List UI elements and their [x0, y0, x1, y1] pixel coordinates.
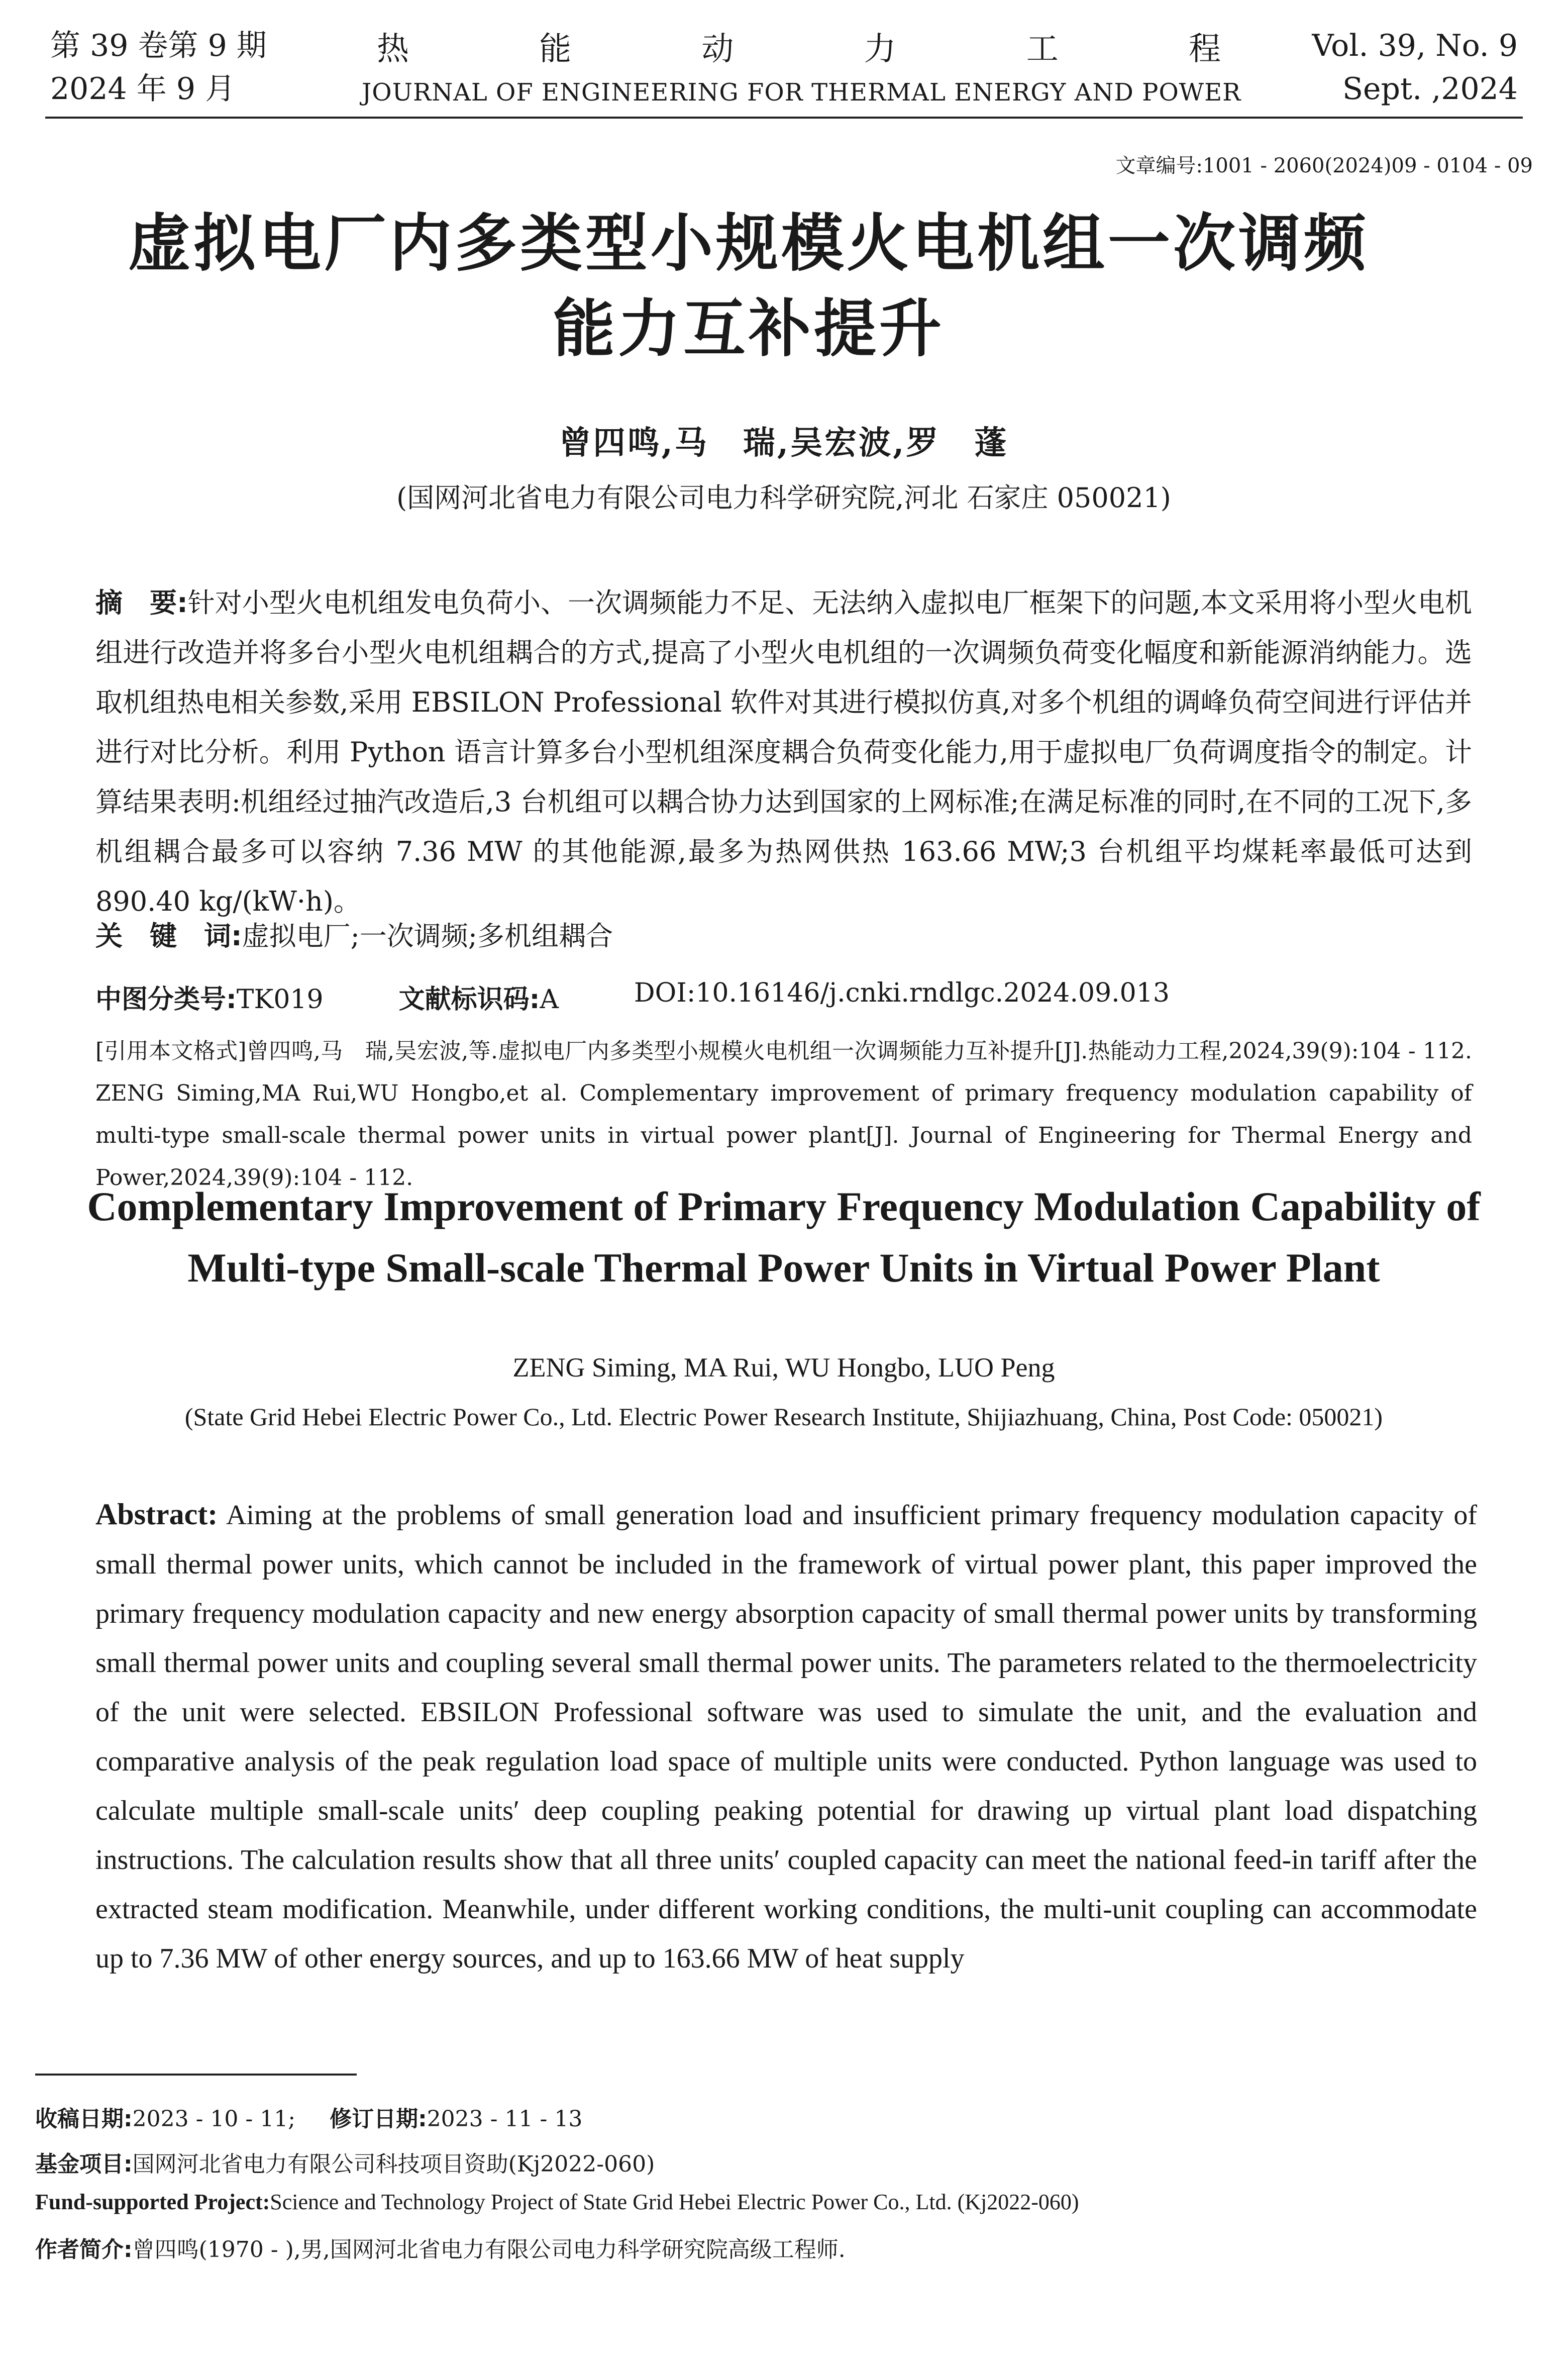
- article-number: 文章编号:1001 - 2060(2024)09 - 0104 - 09: [1115, 154, 1533, 177]
- journal-char: 工: [1026, 31, 1059, 68]
- header-divider: [45, 117, 1523, 119]
- title-en-line2: Multi-type Small-scale Thermal Power Units in Virtual Power Plant: [187, 1245, 1380, 1291]
- journal-name-en: JOURNAL OF ENGINEERING FOR THERMAL ENERGY AND POWER: [362, 78, 1241, 107]
- document-code: [399, 978, 559, 1016]
- title-en: [30, 1176, 1537, 1299]
- citation-text: 曾四鸣,马 瑞,吴宏波,等.虚拟电厂内多类型小规模火电机组一次调频能力互补提升[J].热能动力工程,2024,39(9):104 - 112. ZENG Siming,MA Rui,WU Hongbo,et al. Complementary improvement of primary frequency modulation capability of multi-type small-scale thermal power units in virtual power plant[J]. Journal of Engineering for Thermal Energy and Power,2024,39(9):104 - 112.: [95, 1038, 1472, 1191]
- doc-label: 文献标识码:: [398, 985, 540, 1015]
- journal-issue-cn: [50, 24, 311, 111]
- author-bio-value: 曾四鸣(1970 - ),男,国网河北省电力有限公司电力科学研究院高级工程师.: [132, 2237, 846, 2262]
- date-cn: 2024 年 9 月: [50, 71, 236, 107]
- abstract-en-text: Aiming at the problems of small generation load and insufficient primary frequency modulation capacity of small thermal power units, which cannot be included in the framework of virtual power plant, this paper improved the primary frequency modulation capacity and new energy absorption capacity of small thermal power units by transforming small thermal power units and coupling several small thermal power units. The parameters related to the thermoelectricity of the unit were selected. EBSILON Professional software was used to simulate the unit, and the evaluation and comparative analysis of the peak regulation load space of multiple units were conducted. Python language was used to calculate multiple small-scale units′ deep coupling peaking potential for drawing up virtual plant load dispatching instructions. The calculation results show that all three units′ coupled capacity can meet the national feed-in tariff after the extracted steam modification. Meanwhile, under different working conditions, the multi-unit coupling can accommodate up to 7.36 MW of other energy sources, and up to 163.66 MW of heat supply: [95, 1500, 1477, 1974]
- journal-issue-en: [1257, 24, 1518, 111]
- footnote-fund-cn: [35, 2146, 1542, 2178]
- clc-code: [95, 978, 324, 1016]
- abstract-cn-text: 针对小型火电机组发电负荷小、一次调频能力不足、无法纳入虚拟电厂框架下的问题,本文采用将小型火电机组进行改造并将多台小型火电机组耦合的方式,提高了小型火电机组的一次调频负荷变化幅度和新能源消纳能力。选取机组热电相关参数,采用 EBSILON Professional 软件对其进行模拟仿真,对多个机组的调峰负荷空间进行评估并进行对比分析。利用 Python 语言计算多台小型机组深度耦合负荷变化能力,用于虚拟电厂负荷调度指令的制定。计算结果表明:机组经过抽汽改造后,3 台机组可以耦合协力达到国家的上网标准;在满足标准的同时,在不同的工况下,多机组耦合最多可以容纳 7.36 MW 的其他能源,最多为热网供热 163.66 MW;3 台机组平均煤耗率最低可达到 890.40 kg/(kW·h)。: [95, 587, 1472, 917]
- authors-en: ZENG Siming, MA Rui, WU Hongbo, LUO Peng: [512, 1352, 1055, 1383]
- footnote-author: [35, 2231, 1542, 2263]
- keywords-cn-label: 关 键 词:: [95, 920, 242, 952]
- abstract-cn-label: 摘 要:: [95, 587, 188, 619]
- volume-issue-cn: 第 39 卷第 9 期: [50, 28, 267, 63]
- title-cn: [50, 201, 1447, 372]
- abstract-en: [95, 1490, 1477, 1983]
- affiliation-en: (State Grid Hebei Electric Power Co., Ltd. Electric Power Research Institute, Shijiazhuang, China, Post Code: 050021): [184, 1403, 1383, 1431]
- fund-value: 国网河北省电力有限公司科技项目资助(Kj2022-060): [132, 2151, 655, 2177]
- author-bio-label: 作者简介:: [35, 2237, 133, 2262]
- title-cn-line2: 能力互补提升: [552, 293, 945, 365]
- journal-char: 力: [864, 31, 896, 68]
- journal-name-cn: [362, 23, 1236, 69]
- abstract-en-label: Abstract:: [95, 1498, 218, 1531]
- journal-name: [362, 23, 1241, 107]
- classification-line: [95, 978, 1472, 1016]
- fund-en-label: Fund-supported Project:: [35, 2190, 270, 2214]
- revised-label: 修订日期:: [330, 2106, 427, 2132]
- footnote-fund-en: [35, 2189, 1542, 2215]
- revised-date: 2023 - 11 - 13: [427, 2106, 583, 2132]
- title-en-line1: Complementary Improvement of Primary Frequency Modulation Capability of: [87, 1184, 1481, 1229]
- received-date: 2023 - 10 - 11;: [132, 2106, 296, 2132]
- title-cn-line1: 虚拟电厂内多类型小规模火电机组一次调频: [128, 208, 1369, 280]
- doi: DOI:10.16146/j.cnki.rndlgc.2024.09.013: [634, 978, 1170, 1008]
- keywords-cn-text: 虚拟电厂;一次调频;多机组耦合: [242, 920, 613, 952]
- keywords-cn: [95, 915, 1472, 953]
- abstract-cn: [95, 578, 1472, 926]
- journal-char: 热: [377, 31, 409, 68]
- authors-cn: 曾四鸣,马 瑞,吴宏波,罗 蓬: [559, 424, 1009, 462]
- citation-label: [引用本文格式]: [95, 1038, 247, 1064]
- citation-format: [95, 1030, 1472, 1199]
- clc-value: TK019: [236, 985, 324, 1015]
- affiliation-cn: (国网河北省电力有限公司电力科学研究院,河北 石家庄 050021): [396, 482, 1171, 514]
- volume-issue-en: Vol. 39, No. 9: [1312, 28, 1518, 63]
- journal-char: 程: [1188, 31, 1221, 68]
- fund-en-value: Science and Technology Project of State Grid Hebei Electric Power Co., Ltd. (Kj2022-060): [270, 2190, 1079, 2214]
- fund-label: 基金项目:: [35, 2151, 133, 2177]
- footnote-dates: [35, 2101, 1542, 2133]
- clc-label: 中图分类号:: [95, 985, 237, 1015]
- journal-char: 能: [539, 31, 572, 68]
- date-en: Sept. ,2024: [1342, 71, 1518, 107]
- doc-value: A: [540, 985, 559, 1015]
- footnote-divider: [35, 2074, 357, 2076]
- journal-char: 动: [701, 31, 734, 68]
- received-label: 收稿日期:: [35, 2106, 133, 2132]
